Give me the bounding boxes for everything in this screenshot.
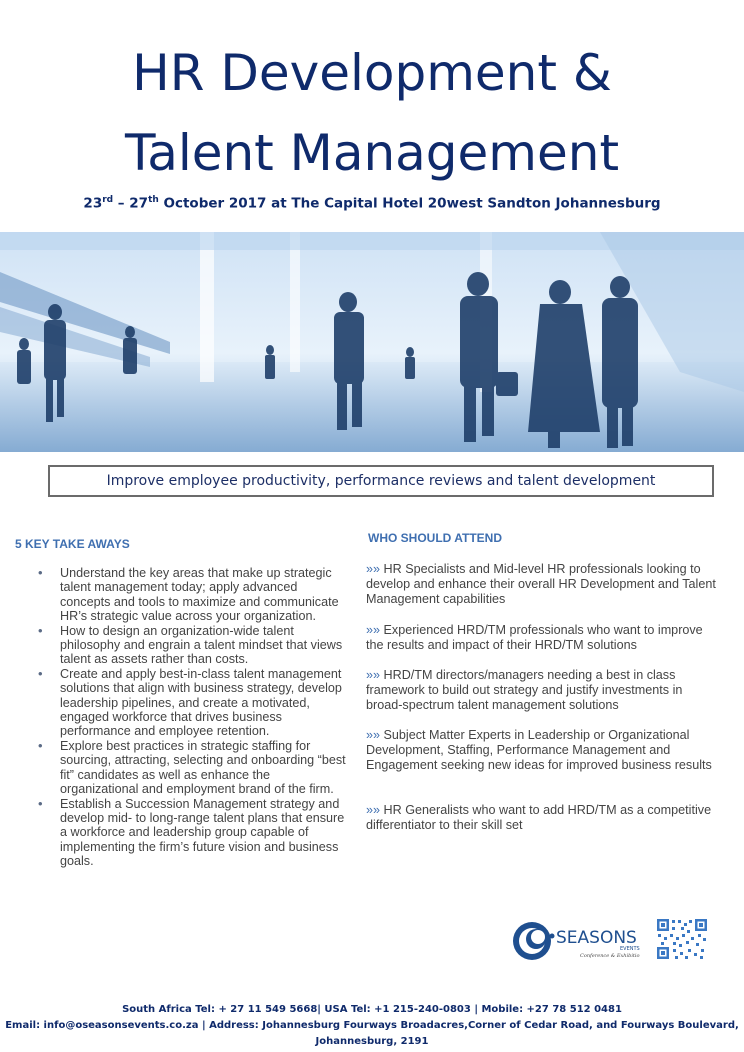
banner-image [0,232,744,452]
svg-text:EVENTS: EVENTS [620,946,640,952]
title-line-1: HR Development & [132,44,612,102]
list-item: • Establish a Succession Management strategy and develop mid- to long-range talent plans that ensure a workforce and leadership group capable of implementing the firm’s future vision and business goals. [38,797,348,869]
attend-item: »» HRD/TM directors/managers needing a best in class framework to build out strategy and justify investments in broad-spectrum talent management solutions [366,668,683,713]
svg-text:SEASONS: SEASONS [556,928,637,948]
seasons-logo [510,918,640,964]
attend-item: »» Experienced HRD/TM professionals who want to improve the results and impact of their HRD/TM solutions [366,623,703,653]
list-item: • Create and apply best-in-class talent management solutions that align with business strategy, develop leadership pipelines, and create a motivated, engaged workforce that drives business performance and employee retention. [38,667,348,739]
takeaways-heading: 5 KEY TAKE AWAYS [15,537,130,551]
attend-item: »» HR Generalists who want to add HRD/TM as a competitive differentiator to their skill set [366,803,712,833]
tagline-box: Improve employee productivity, performance reviews and talent development [48,465,714,497]
footer-phone: South Africa Tel: + 27 11 549 5668| USA Tel: +1 215-240-0803 | Mobile: +27 78 512 0481 [122,1004,622,1015]
list-item: • Explore best practices in strategic staffing for sourcing, attracting, selecting and onboarding “best fit” candidates as well as enhance the organizational and employment brand of the firm. [38,739,348,797]
footer-email-address: Email: info@oseasonsevents.co.za | Address: Johannesburg Fourways Broadacres,Corner of Cedar Road, and Fourways Boulevard, [5,1020,739,1031]
title-line-2: Talent Management [124,124,620,182]
qr-code-icon [656,918,708,960]
attend-item: »» Subject Matter Experts in Leadership or Organizational Development, Staffing, Performance Management and Engagement seeking new ideas for improved business results [366,728,712,773]
list-item: • How to design an organization-wide talent philosophy and engrain a talent mindset that views talent as assets rather than costs. [38,624,348,667]
list-item: • Understand the key areas that make up strategic talent management today; apply advanced concepts and tools to maximize and communicate HR’s strategic value across your organization. [38,566,348,624]
event-date-location: 23rd – 27th October 2017 at The Capital Hotel 20west Sandton Johannesburg [83,195,661,212]
footer-city: Johannesburg, 2191 [315,1036,429,1047]
takeaways-list [38,566,348,869]
svg-text:Conference & Exhibitions: Conference & Exhibitions [580,953,640,959]
attend-heading: WHO SHOULD ATTEND [368,531,502,545]
attend-item: »» HR Specialists and Mid-level HR professionals looking to develop and enhance their overall HR Development and Talent Management capabilities [366,562,716,607]
